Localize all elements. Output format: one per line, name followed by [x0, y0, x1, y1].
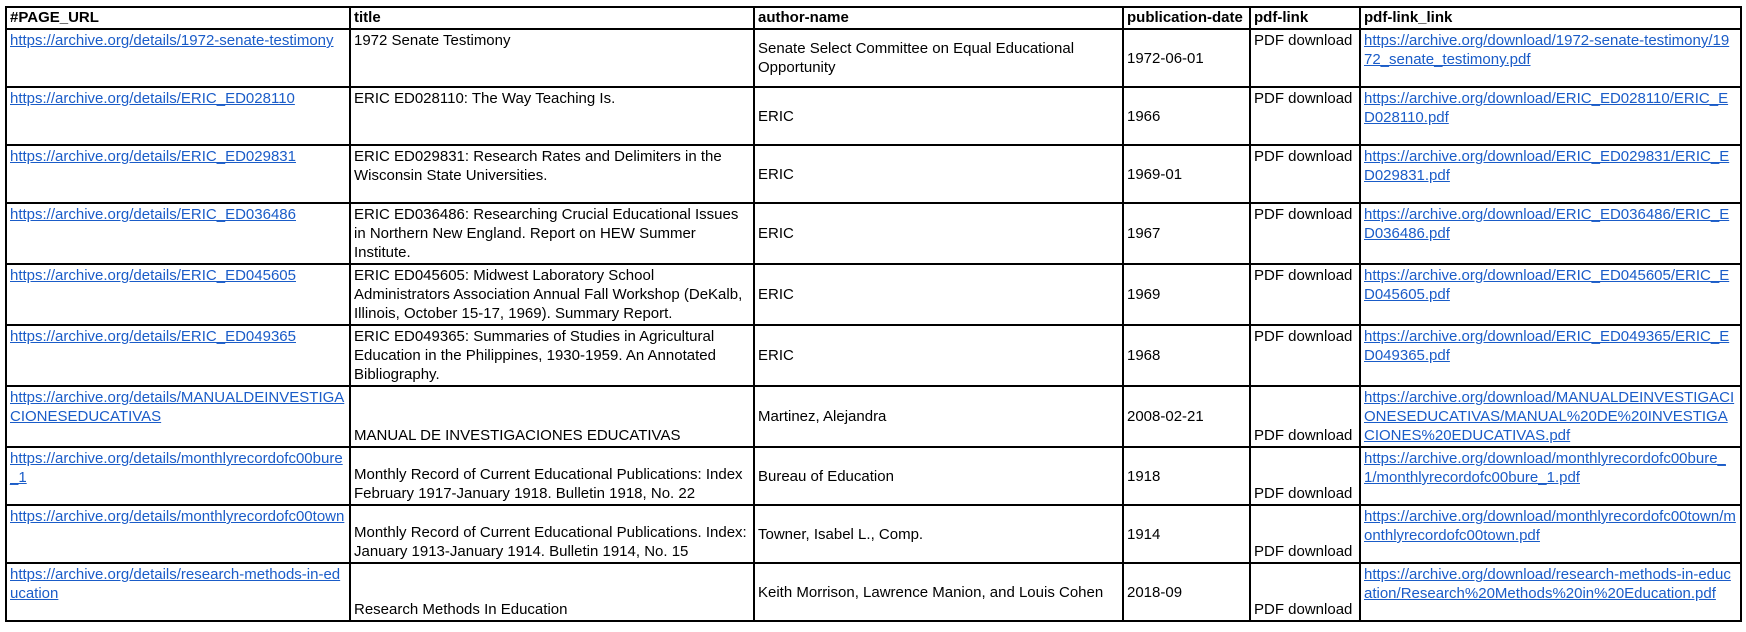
page-url-link[interactable]: https://archive.org/details/ERIC_ED045605 — [10, 267, 296, 284]
title-cell: Monthly Record of Current Educational Publications. Index: January 1913-January 1914. Bulletin 1914, No. 15 — [350, 505, 754, 563]
table-row — [6, 264, 1741, 325]
table-row — [6, 325, 1741, 386]
page-url-cell — [6, 145, 350, 203]
publication-date-cell: 1972-06-01 — [1123, 29, 1250, 87]
publication-date-cell: 1914 — [1123, 505, 1250, 563]
author-name-cell: ERIC — [754, 87, 1123, 145]
pdf-link-cell: PDF download — [1250, 505, 1360, 563]
pdf-link-link-cell — [1360, 203, 1741, 264]
pdf-download-link[interactable]: https://archive.org/download/ERIC_ED028110/ERIC_ED028110.pdf — [1364, 90, 1729, 126]
publication-date-cell: 1969-01 — [1123, 145, 1250, 203]
pdf-link-cell: PDF download — [1250, 87, 1360, 145]
title-cell: ERIC ED029831: Research Rates and Delimiters in the Wisconsin State Universities. — [350, 145, 754, 203]
header-author-name: author-name — [754, 7, 1123, 29]
table-row — [6, 87, 1741, 145]
publication-date-cell: 1967 — [1123, 203, 1250, 264]
pdf-link-link-cell — [1360, 447, 1741, 505]
pdf-download-link[interactable]: https://archive.org/download/research-methods-in-education/Research%20Methods%20in%20Education.pdf — [1364, 566, 1731, 602]
pdf-link-link-cell — [1360, 325, 1741, 386]
author-name-cell: Senate Select Committee on Equal Educational Opportunity — [754, 29, 1123, 87]
pdf-link-cell: PDF download — [1250, 29, 1360, 87]
pdf-link-cell: PDF download — [1250, 203, 1360, 264]
pdf-link-cell: PDF download — [1250, 563, 1360, 621]
pdf-link-cell: PDF download — [1250, 145, 1360, 203]
pdf-link-link-cell — [1360, 145, 1741, 203]
table-row — [6, 563, 1741, 621]
page-url-cell — [6, 447, 350, 505]
page-url-link[interactable]: https://archive.org/details/1972-senate-testimony — [10, 32, 334, 49]
pdf-link-cell: PDF download — [1250, 264, 1360, 325]
pdf-download-link[interactable]: https://archive.org/download/ERIC_ED045605/ERIC_ED045605.pdf — [1364, 267, 1730, 303]
page-url-link[interactable]: https://archive.org/details/ERIC_ED036486 — [10, 206, 296, 223]
author-name-cell: Keith Morrison, Lawrence Manion, and Louis Cohen — [754, 563, 1123, 621]
page-url-cell — [6, 386, 350, 447]
page-url-link[interactable]: https://archive.org/details/research-methods-in-education — [10, 566, 341, 602]
pdf-download-link[interactable]: https://archive.org/download/1972-senate-testimony/1972_senate_testimony.pdf — [1364, 32, 1730, 68]
page-url-cell — [6, 203, 350, 264]
page-url-link[interactable]: https://archive.org/details/MANUALDEINVESTIGACIONESEDUCATIVAS — [10, 389, 345, 425]
pdf-link-link-cell — [1360, 563, 1741, 621]
pdf-link-cell: PDF download — [1250, 386, 1360, 447]
title-cell: ERIC ED036486: Researching Crucial Educational Issues in Northern New England. Report on HEW Summer Institute. — [350, 203, 754, 264]
table-row — [6, 386, 1741, 447]
page-url-link[interactable]: https://archive.org/details/monthlyrecordofc00bure_1 — [10, 450, 343, 486]
page-url-link[interactable]: https://archive.org/details/ERIC_ED028110 — [10, 90, 295, 107]
author-name-cell: Martinez, Alejandra — [754, 386, 1123, 447]
header-publication-date: publication-date — [1123, 7, 1250, 29]
publication-date-cell: 1918 — [1123, 447, 1250, 505]
header-pdf-link-link: pdf-link_link — [1360, 7, 1741, 29]
header-row — [6, 7, 1741, 29]
pdf-link-link-cell — [1360, 505, 1741, 563]
page-url-cell — [6, 563, 350, 621]
page-url-link[interactable]: https://archive.org/details/ERIC_ED029831 — [10, 148, 296, 165]
publication-date-cell: 2008-02-21 — [1123, 386, 1250, 447]
page-url-cell — [6, 29, 350, 87]
header-pdf-link: pdf-link — [1250, 7, 1360, 29]
page-url-cell — [6, 87, 350, 145]
table-row — [6, 145, 1741, 203]
publication-date-cell: 1966 — [1123, 87, 1250, 145]
pdf-link-link-cell — [1360, 386, 1741, 447]
pdf-link-cell: PDF download — [1250, 447, 1360, 505]
table-row — [6, 203, 1741, 264]
page-url-cell — [6, 505, 350, 563]
publication-date-cell: 1968 — [1123, 325, 1250, 386]
publication-date-cell: 2018-09 — [1123, 563, 1250, 621]
pdf-link-link-cell — [1360, 87, 1741, 145]
results-table — [5, 6, 1742, 622]
author-name-cell: ERIC — [754, 203, 1123, 264]
table-row — [6, 505, 1741, 563]
header-page-url: #PAGE_URL — [6, 7, 350, 29]
table-row — [6, 29, 1741, 87]
page-url-cell — [6, 264, 350, 325]
pdf-download-link[interactable]: https://archive.org/download/ERIC_ED049365/ERIC_ED049365.pdf — [1364, 328, 1730, 364]
author-name-cell: ERIC — [754, 325, 1123, 386]
pdf-link-cell: PDF download — [1250, 325, 1360, 386]
header-title: title — [350, 7, 754, 29]
pdf-download-link[interactable]: https://archive.org/download/ERIC_ED036486/ERIC_ED036486.pdf — [1364, 206, 1730, 242]
title-cell: ERIC ED028110: The Way Teaching Is. — [350, 87, 754, 145]
page-url-link[interactable]: https://archive.org/details/ERIC_ED049365 — [10, 328, 296, 345]
author-name-cell: Bureau of Education — [754, 447, 1123, 505]
publication-date-cell: 1969 — [1123, 264, 1250, 325]
pdf-download-link[interactable]: https://archive.org/download/monthlyrecordofc00town/monthlyrecordofc00town.pdf — [1364, 508, 1736, 544]
pdf-download-link[interactable]: https://archive.org/download/monthlyrecordofc00bure_1/monthlyrecordofc00bure_1.pdf — [1364, 450, 1726, 486]
title-cell: Research Methods In Education — [350, 563, 754, 621]
author-name-cell: ERIC — [754, 264, 1123, 325]
title-cell: MANUAL DE INVESTIGACIONES EDUCATIVAS — [350, 386, 754, 447]
author-name-cell: ERIC — [754, 145, 1123, 203]
title-cell: 1972 Senate Testimony — [350, 29, 754, 87]
page-url-cell — [6, 325, 350, 386]
pdf-download-link[interactable]: https://archive.org/download/ERIC_ED029831/ERIC_ED029831.pdf — [1364, 148, 1730, 184]
author-name-cell: Towner, Isabel L., Comp. — [754, 505, 1123, 563]
pdf-link-link-cell — [1360, 264, 1741, 325]
page-url-link[interactable]: https://archive.org/details/monthlyrecordofc00town — [10, 508, 345, 525]
title-cell: ERIC ED049365: Summaries of Studies in Agricultural Education in the Philippines, 1930-1959. An Annotated Bibliography. — [350, 325, 754, 386]
title-cell: Monthly Record of Current Educational Publications: Index February 1917-January 1918. Bulletin 1918, No. 22 — [350, 447, 754, 505]
pdf-download-link[interactable]: https://archive.org/download/MANUALDEINVESTIGACIONESEDUCATIVAS/MANUAL%20DE%20INVESTIGACIONES%20EDUCATIVAS.pdf — [1364, 389, 1735, 444]
title-cell: ERIC ED045605: Midwest Laboratory School Administrators Association Annual Fall Workshop (DeKalb, Illinois, October 15-17, 1969). Summary Report. — [350, 264, 754, 325]
pdf-link-link-cell — [1360, 29, 1741, 87]
table-row — [6, 447, 1741, 505]
